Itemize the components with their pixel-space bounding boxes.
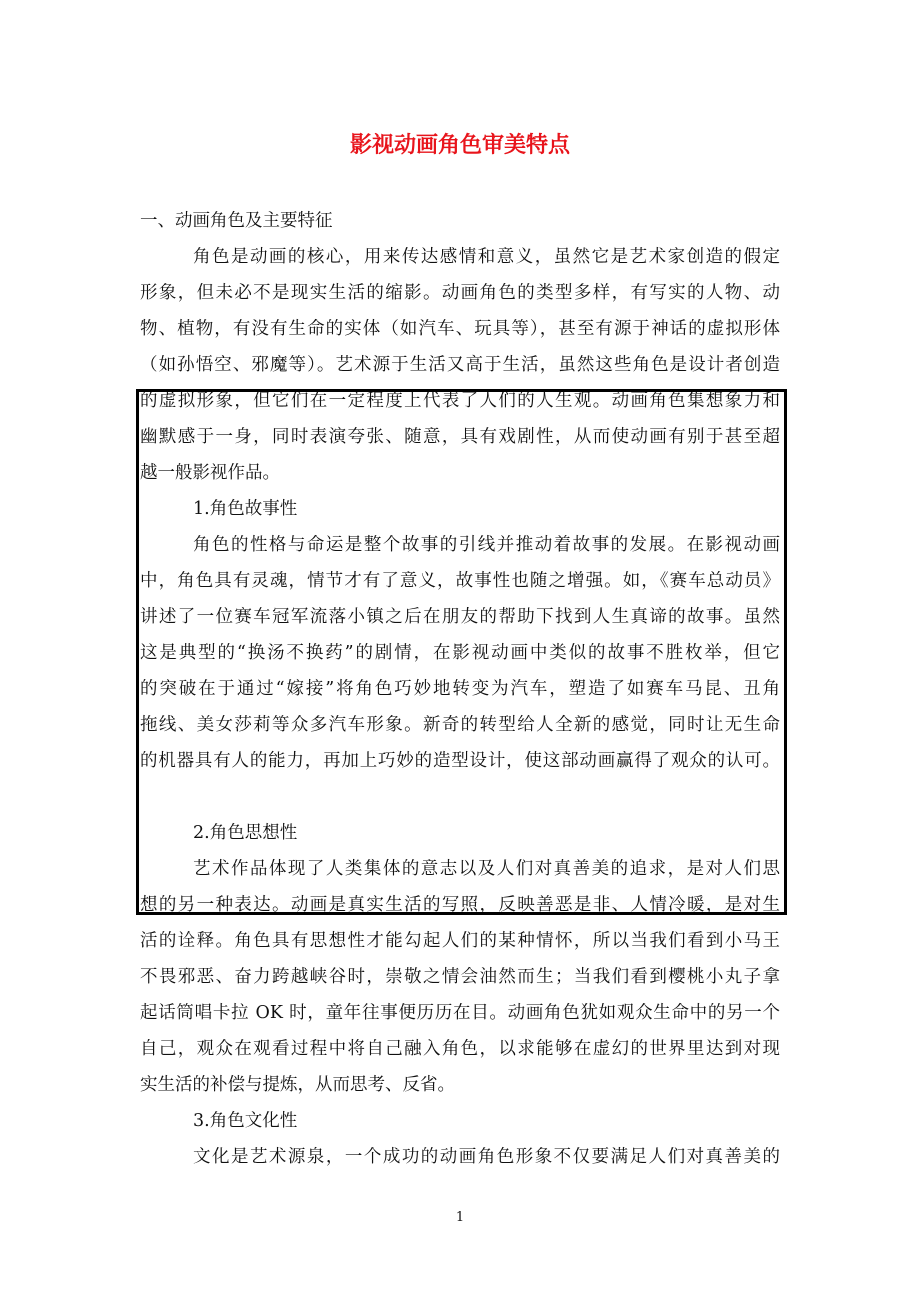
text-line: 角色的性格与命运是整个故事的引线并推动着故事的发展。在影视动画: [193, 535, 780, 555]
text-line: 活的诠释。角色具有思想性才能勾起人们的某种情怀，所以当我们看到小马王: [140, 931, 780, 951]
text-line: 3.角色文化性: [193, 1111, 298, 1131]
text-line: 的虚拟形象，但它们在一定程度上代表了人们的人生观。动画角色集想象力和: [140, 391, 780, 411]
text-line: 形象，但未必不是现实生活的缩影。动画角色的类型多样，有写实的人物、动: [140, 283, 780, 303]
text-line: 幽默感于一身，同时表演夸张、随意，具有戏剧性，从而使动画有别于甚至超: [140, 427, 780, 447]
text-line: 的突破在于通过“嫁接”将角色巧妙地转变为汽车，塑造了如赛车马昆、丑角: [140, 679, 780, 699]
text-line: 2.角色思想性: [193, 823, 298, 843]
document-title: 影视动画角色审美特点: [349, 133, 570, 158]
text-line: 这是典型的“换汤不换药”的剧情，在影视动画中类似的故事不胜枚举，但它: [140, 643, 780, 663]
text-line: 实生活的补偿与提炼，从而思考、反省。: [140, 1075, 455, 1095]
text-line: 的机器具有人的能力，再加上巧妙的造型设计，使这部动画赢得了观众的认可。: [140, 751, 780, 771]
text-line: （如孙悟空、邪魔等）。艺术源于生活又高于生活，虽然这些角色是设计者创造: [140, 355, 780, 375]
text-line: 中，角色具有灵魂，情节才有了意义，故事性也随之增强。如，《赛车总动员》: [140, 571, 780, 591]
text-line: 角色是动画的核心，用来传达感情和意义，虽然它是艺术家创造的假定: [193, 247, 780, 267]
text-line: [140, 779, 780, 815]
text-line: 1.角色故事性: [193, 499, 298, 519]
document-body: [140, 203, 780, 1175]
text-line: 起话筒唱卡拉 OK 时，童年往事便历历在目。动画角色犹如观众生命中的另一个: [140, 1003, 780, 1023]
text-line: 艺术作品体现了人类集体的意志以及人们对真善美的追求，是对人们思: [193, 859, 780, 879]
page-number: 1: [455, 1210, 465, 1225]
text-line: 自己，观众在观看过程中将自己融入角色，以求能够在虚幻的世界里达到对现: [140, 1039, 780, 1059]
text-line: 文化是艺术源泉，一个成功的动画角色形象不仅要满足人们对真善美的: [193, 1147, 780, 1167]
text-line: 物、植物，有没有生命的实体（如汽车、玩具等），甚至有源于神话的虚拟形体: [140, 319, 780, 339]
text-line: 讲述了一位赛车冠军流落小镇之后在朋友的帮助下找到人生真谛的故事。虽然: [140, 607, 780, 627]
text-line: 拖线、美女莎莉等众多汽车形象。新奇的转型给人全新的感觉，同时让无生命: [140, 715, 780, 735]
text-line: 越一般影视作品。: [140, 463, 280, 483]
text-line: 不畏邪恶、奋力跨越峡谷时，崇敬之情会油然而生；当我们看到樱桃小丸子拿: [140, 967, 780, 987]
text-line: 想的另一种表达。动画是真实生活的写照，反映善恶是非、人情冷暖，是对生: [140, 895, 780, 915]
text-line: 一、动画角色及主要特征: [140, 211, 333, 231]
